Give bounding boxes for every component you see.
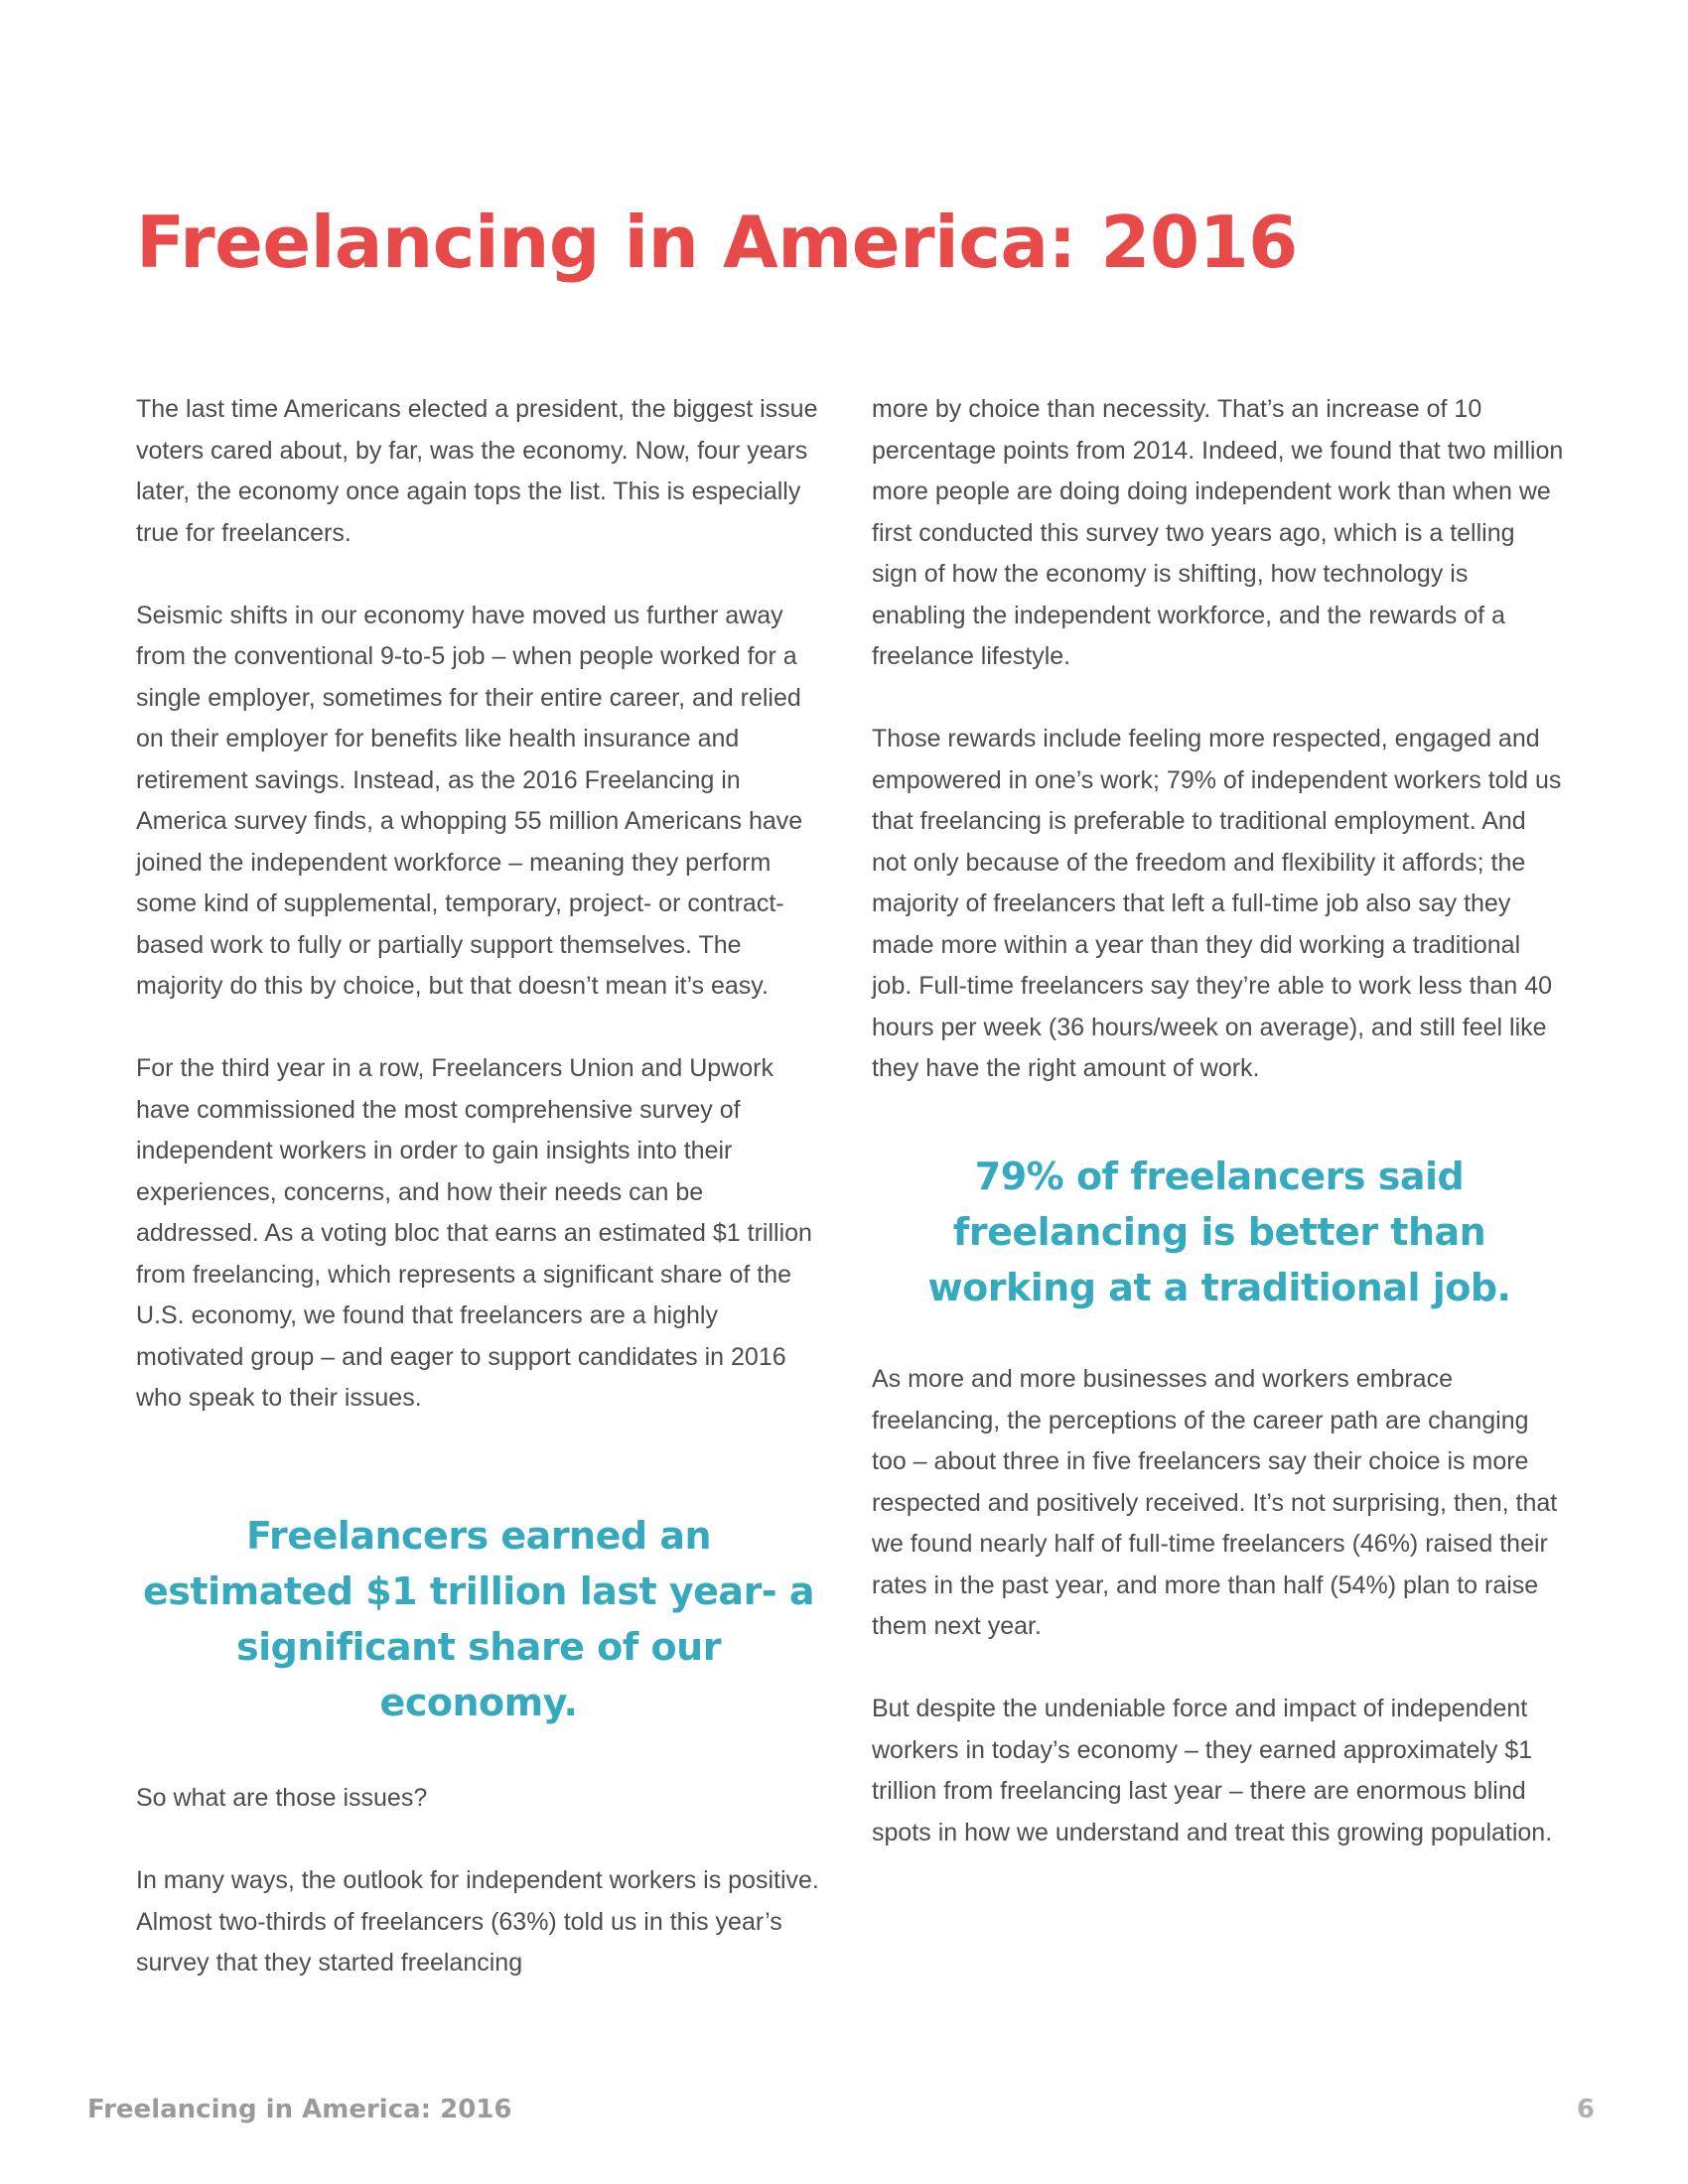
body-paragraph: So what are those issues? [136,1784,428,1812]
body-paragraph: For the third year in a row, Freelancers Union and Upwork have commissioned the most comprehensive survey of independent workers in order to gain insights into their experiences, concerns, and how their needs can be addressed. As a voting bloc that earns an estimated $1 trillion from freelancing, which represents a significant share of the U.S. economy, we found that freelancers are a highly motivated group – and eager to support candidates in 2016 who speak to their issues. [136,1054,812,1412]
body-paragraph: But despite the undeniable force and impact of independent workers in today’s economy – they earned approximately $1 trillion from freelancing last year – there are enormous blind spots in how we understand and treat this growing population. [872,1695,1553,1846]
body-paragraph: Those rewards include feeling more respected, engaged and empowered in one’s work; 79% of independent workers told us that freelancing is preferable to traditional employment. And not only because of the freedom and flexibility it affords; the majority of freelancers that left a full-time job also say they made more within a year than they did working a traditional job. Full-time freelancers say they’re able to work less than 40 hours per week (36 hours/week on average), and still feel like they have the right amount of work. [872,725,1562,1082]
footer-title: Freelancing in America: 2016 [87,2095,512,2124]
body-paragraph: As more and more businesses and workers embrace freelancing, the perceptions of the career path are changing too – about three in five freelancers say their choice is more respected and positively received. It’s not surprising, then, that we found nearly half of full-time freelancers (46%) raised their rates in the past year, and more than half (54%) plan to raise them next year. [872,1365,1558,1640]
left-column [136,389,821,2025]
body-paragraph: In many ways, the outlook for independent workers is positive. Almost two-thirds of freelancers (63%) told us in this year’s survey that they started freelancing [136,1866,819,1977]
page-title: Freelancing in America: 2016 [136,201,1298,284]
pull-quote: Freelancers earned an estimated $1 trillion last year- a significant share of our economy. [143,1514,814,1724]
body-paragraph: more by choice than necessity. That’s an increase of 10 percentage points from 2014. Indeed, we found that two million more people are doing doing independent work than when we first conducted this survey two years ago, which is a telling sign of how the economy is shifting, how technology is enabling the independent workforce, and the rewards of a freelance lifestyle. [872,395,1564,670]
page-number: 6 [1576,2095,1595,2124]
pull-quote: 79% of freelancers said freelancing is better than working at a traditional job. [927,1155,1511,1309]
right-column [872,389,1567,1895]
body-paragraph: Seismic shifts in our economy have moved us further away from the conventional 9-to-5 job – when people worked for a single employer, sometimes for their entire career, and relied on their employer for benefits like health insurance and retirement savings. Instead, as the 2016 Freelancing in America survey finds, a whopping 55 million Americans have joined the independent workforce – meaning they perform some kind of supplemental, temporary, project- or contract-based work to fully or partially support themselves. The majority do this by choice, but that doesn’t mean it’s easy. [136,601,803,1000]
body-paragraph: The last time Americans elected a president, the biggest issue voters cared about, by far, was the economy. Now, four years later, the economy once again tops the list. This is especially true for freelancers. [136,395,818,547]
